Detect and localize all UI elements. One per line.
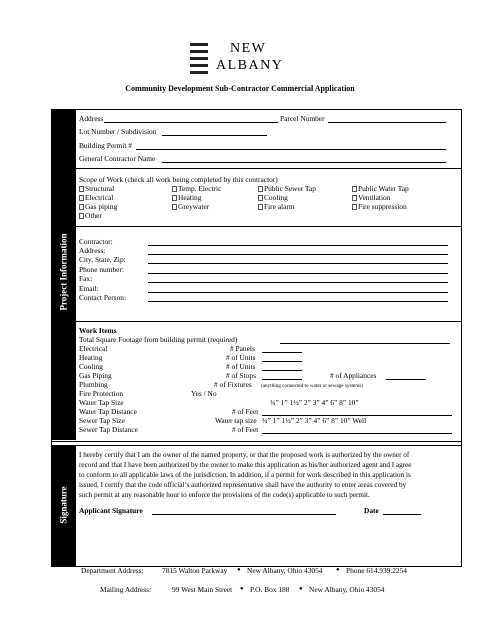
- divider: [76, 226, 462, 227]
- scope-label: Fire suppression: [358, 202, 407, 211]
- address-label: Address: [79, 114, 104, 123]
- fire-label: Fire Protection: [79, 389, 124, 398]
- scope-checkbox[interactable]: [172, 184, 221, 193]
- permit-field[interactable]: [136, 149, 446, 150]
- sidebar-signature-label: Signature: [58, 486, 69, 524]
- scope-label: Cooling: [264, 193, 288, 202]
- certify-line: record and that I have been authorized by the owner to make this application as his/her authorized agent and I agree: [79, 461, 412, 469]
- heating-units-field[interactable]: [262, 361, 302, 362]
- separator-dot-icon: ●: [299, 586, 303, 592]
- lot-label: Lot Number / Subdivision: [79, 127, 157, 136]
- scope-label: Other: [85, 211, 102, 220]
- sewer-tap-distance-label: Sewer Tap Distance: [79, 425, 138, 434]
- stops-label: # of Stops: [226, 371, 256, 380]
- checkbox-icon: [172, 204, 177, 210]
- water-tap-distance-label: Water Tap Distance: [79, 407, 137, 416]
- scope-label: Fire alarm: [264, 202, 295, 211]
- dept-street: 7815 Walton Parkway: [162, 566, 228, 575]
- page-title: Community Development Sub-Contractor Commercial Application: [125, 84, 355, 93]
- scope-label: Public Water Tap: [358, 184, 409, 193]
- checkbox-icon: [172, 186, 177, 192]
- scope-checkbox[interactable]: [79, 211, 102, 220]
- appliances-label: # of Appliances: [330, 371, 377, 380]
- checkbox-icon: [352, 204, 357, 210]
- certify-line: to conform to all applicable laws of the jurisdiction. In addition, if a permit for work described in this application is: [79, 471, 411, 479]
- contractor-field[interactable]: [148, 245, 448, 246]
- gas-label: Gas Piping: [79, 371, 112, 380]
- scope-checkbox[interactable]: [352, 193, 390, 202]
- scope-checkbox[interactable]: [352, 184, 409, 193]
- panels-label: # Panels: [230, 344, 255, 353]
- fixtures-note: (anything connected to water or sewage systems): [261, 383, 363, 389]
- divider: [76, 321, 462, 322]
- contractor-label: City, State, Zip:: [79, 255, 126, 264]
- sidebar-project-label: Project Information: [58, 233, 69, 311]
- scope-checkbox[interactable]: [79, 184, 114, 193]
- stops-field[interactable]: [262, 379, 302, 380]
- separator-dot-icon: ●: [240, 586, 244, 592]
- panels-field[interactable]: [262, 352, 302, 353]
- dept-phone: Phone 614.939.2254: [346, 566, 407, 575]
- feet2-label: # of Feet: [232, 425, 259, 434]
- checkbox-icon: [352, 186, 357, 192]
- scope-label: Public Sewer Tap: [264, 184, 316, 193]
- fixtures-label: # of Fixtures: [214, 380, 252, 389]
- scope-label: Greywater: [178, 202, 210, 211]
- heating-label: Heating: [79, 353, 103, 362]
- contractor-field[interactable]: [148, 292, 448, 293]
- sidebar-signature: [51, 445, 76, 567]
- checkbox-icon: [258, 195, 263, 201]
- scope-label: Heating: [178, 193, 202, 202]
- contractor-label: Address:: [79, 246, 106, 255]
- scope-checkbox[interactable]: [258, 202, 295, 211]
- water-tap-size-inline-label: Water tap size: [215, 416, 257, 425]
- scope-heading: Scope of Work (check all work being completed by this contractor): [79, 175, 278, 184]
- certify-line: issued, I certify that the code official’s authorized representative shall have the authority to enter areas covered by: [79, 481, 407, 489]
- water-size-options[interactable]: ¾” 1” 1½” 2” 3” 4” 6” 8” 10”: [270, 398, 359, 407]
- heating-units-label: # of Units: [226, 353, 256, 362]
- gc-label: General Contractor Name: [79, 154, 156, 163]
- scope-checkbox[interactable]: [79, 193, 113, 202]
- cooling-units-field[interactable]: [262, 370, 302, 371]
- contractor-label: Contractor:: [79, 237, 113, 246]
- checkbox-icon: [79, 204, 84, 210]
- contractor-label: Contact Person:: [79, 293, 127, 302]
- separator-dot-icon: ●: [336, 567, 340, 573]
- contractor-field[interactable]: [148, 263, 448, 264]
- parcel-label: Parcel Number: [280, 114, 325, 123]
- scope-checkbox[interactable]: [258, 193, 288, 202]
- scope-label: Ventilation: [358, 193, 391, 202]
- sqft-label: Total Square Footage from building permit (required): [79, 335, 238, 344]
- contractor-field[interactable]: [148, 282, 448, 283]
- date-field[interactable]: [383, 514, 421, 515]
- contractor-label: Fax:: [79, 274, 93, 283]
- yes-no-option[interactable]: Yes / No: [191, 389, 217, 398]
- scope-label: Temp. Electric: [178, 184, 222, 193]
- checkbox-icon: [258, 186, 263, 192]
- checkbox-icon: [258, 204, 263, 210]
- feet2-field[interactable]: [262, 433, 452, 434]
- checkbox-icon: [172, 195, 177, 201]
- contractor-field[interactable]: [148, 301, 448, 302]
- mail-city: New Albany, Ohio 43054: [309, 585, 385, 594]
- contractor-field[interactable]: [148, 254, 448, 255]
- date-label: Date: [364, 506, 379, 515]
- separator-dot-icon: ●: [237, 567, 241, 573]
- scope-label: Electrical: [85, 193, 114, 202]
- scope-label: Structural: [85, 184, 115, 193]
- contractor-label: Phone number:: [79, 265, 124, 274]
- mail-address-label: Mailing Address:: [100, 585, 152, 594]
- mail-street: 99 West Main Street: [172, 585, 233, 594]
- scope-checkbox[interactable]: [258, 184, 316, 193]
- work-heading: Work Items: [79, 326, 117, 335]
- appliances-field[interactable]: [386, 379, 426, 380]
- signature-field[interactable]: [152, 514, 336, 515]
- logo-bar: [190, 43, 208, 46]
- signature-label: Applicant Signature: [79, 506, 143, 515]
- feet1-label: # of Feet: [232, 407, 259, 416]
- permit-label: Building Permit #: [79, 141, 132, 150]
- logo-bar: [190, 64, 208, 67]
- plumbing-label: Plumbing: [79, 380, 108, 389]
- mail-box: P.O. Box 188: [250, 585, 290, 594]
- sqft-field[interactable]: [280, 343, 450, 344]
- checkbox-icon: [79, 213, 84, 219]
- water-tap-size-label: Water Tap Size: [79, 398, 124, 407]
- sidebar-project: [51, 109, 76, 440]
- checkbox-icon: [79, 195, 84, 201]
- dept-address-label: Department Address:: [81, 566, 144, 575]
- logo-bar: [190, 50, 208, 53]
- scope-checkbox[interactable]: [79, 202, 117, 211]
- electrical-label: Electrical: [79, 344, 108, 353]
- divider: [76, 168, 462, 169]
- cooling-units-label: # of Units: [226, 362, 256, 371]
- parcel-field[interactable]: [328, 122, 446, 123]
- scope-checkbox[interactable]: [172, 202, 209, 211]
- sewer-size-options[interactable]: ¾” 1” 1½” 2” 3” 4” 6” 8” 10” Well: [262, 416, 367, 425]
- address-field[interactable]: [104, 122, 278, 123]
- certify-line: I hereby certify that I am the owner of the named property, or that the proposed work is authorized by the owner of: [79, 451, 410, 459]
- cooling-label: Cooling: [79, 362, 103, 371]
- sewer-tap-size-label: Sewer Tap Size: [79, 416, 125, 425]
- logo: [190, 43, 300, 75]
- scope-checkbox[interactable]: [352, 202, 407, 211]
- scope-checkbox[interactable]: [172, 193, 201, 202]
- checkbox-icon: [352, 195, 357, 201]
- gc-field[interactable]: [162, 162, 446, 163]
- lot-field[interactable]: [162, 135, 267, 136]
- checkbox-icon: [79, 186, 84, 192]
- contractor-label: Email:: [79, 284, 99, 293]
- logo-bar: [190, 71, 208, 74]
- divider: [51, 441, 462, 442]
- contractor-field[interactable]: [148, 273, 448, 274]
- scope-label: Gas piping: [85, 202, 118, 211]
- logo-text-albany: ALBANY: [216, 58, 284, 73]
- divider: [76, 445, 462, 446]
- dept-city: New Albany, Ohio 43054: [247, 566, 323, 575]
- logo-bar: [190, 57, 208, 60]
- logo-text-new: NEW: [230, 41, 267, 56]
- certify-line: such permit at any reasonable hour to enforce the provisions of the code(s) applicable to such permit.: [79, 491, 370, 499]
